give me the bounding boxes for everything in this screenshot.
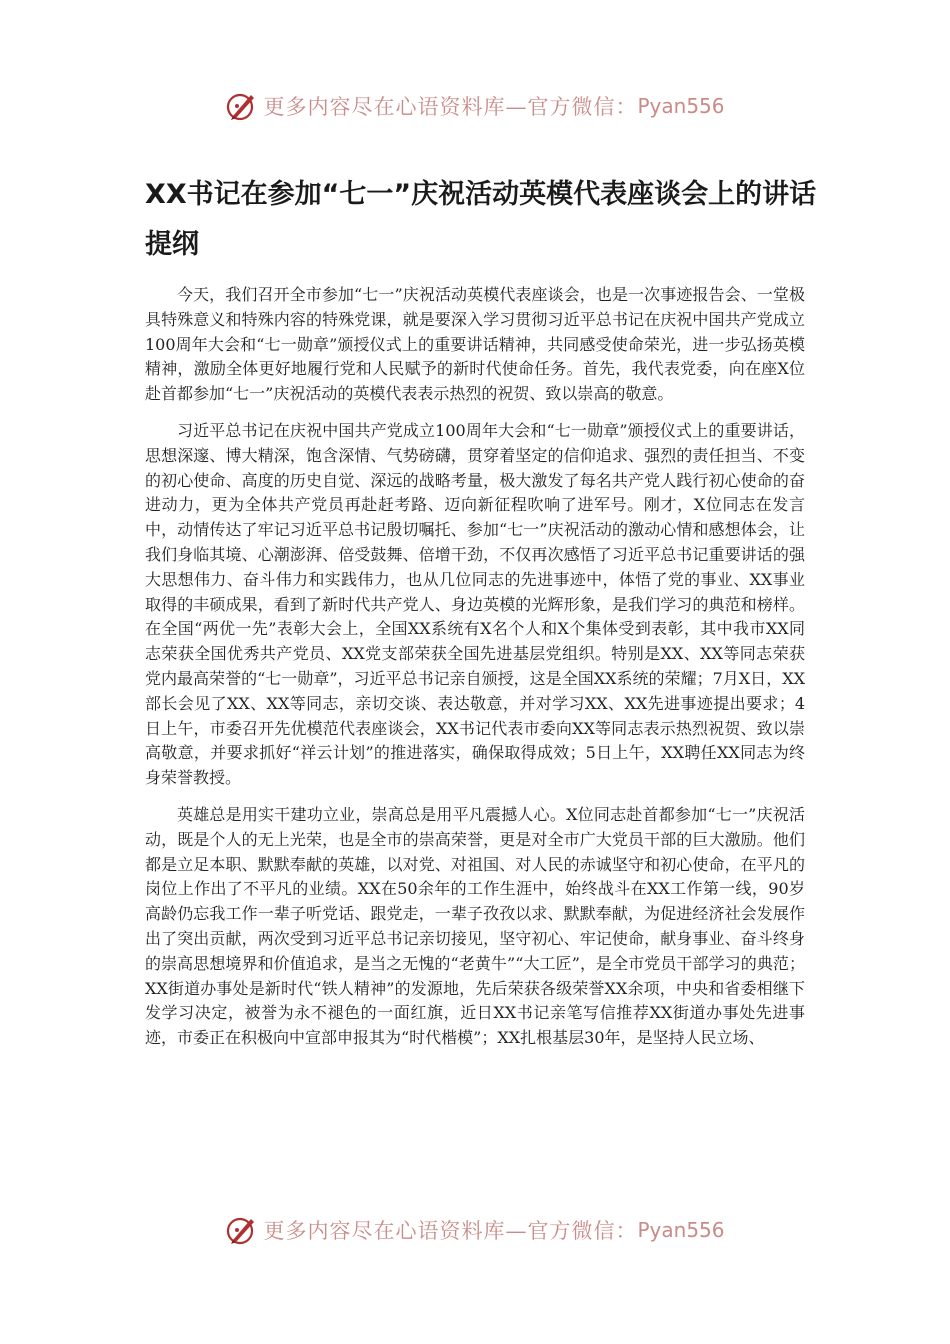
watermark-text: 更多内容尽在心语资料库—官方微信： <box>263 1219 638 1243</box>
watermark-text: 更多内容尽在心语资料库—官方微信： <box>263 95 638 119</box>
watermark-handle: Pyan556 <box>637 94 725 118</box>
pen-seal-logo-icon <box>225 89 259 123</box>
footer-watermark-banner <box>0 1210 950 1250</box>
header-watermark-banner <box>0 86 950 126</box>
body-paragraph: 今天，我们召开全市参加“七一”庆祝活动英模代表座谈会，也是一次事迹报告会、一堂极具特殊意义和特殊内容的特殊党课，就是要深入学习贯彻习近平总书记在庆祝中国共产党成立100周年大会和“七一勋章”颁授仪式上的重要讲话精神，共同感受使命荣光，进一步弘扬英模精神，激励全体更好地履行党和人民赋予的新时代使命任务。首先，我代表党委，向在座X位赴首都参加“七一”庆祝活动的英模代表表示热烈的祝贺、致以崇高的敬意。 <box>145 285 805 404</box>
pen-seal-logo-icon <box>225 1213 259 1247</box>
body-paragraph: 英雄总是用实干建功立业，崇高总是用平凡震撼人心。X位同志赴首都参加“七一”庆祝活动，既是个人的无上光荣，也是全市的崇高荣誉，更是对全市广大党员干部的巨大激励。他们都是立足本职、默默奉献的英雄，以对党、对祖国、对人民的赤诚坚守和初心使命，在平凡的岗位上作出了不平凡的业绩。XX在50余年的工作生涯中，始终战斗在XX工作第一线，90岁高龄仍忘我工作一辈子听党话、跟党走，一辈子孜孜以求、默默奉献，为促进经济社会发展作出了突出贡献，两次受到习近平总书记亲切接见，坚守初心、牢记使命，献身事业、奋斗终身的崇高思想境界和价值追求，是当之无愧的“老黄牛”“大工匠”，是全市党员干部学习的典范；XX街道办事处是新时代“铁人精神”的发源地，先后荣获各级荣誉XX余项，中央和省委相继下发学习决定，被誉为永不褪色的一面红旗，近日XX书记亲笔写信推荐XX街道办事处先进事迹，市委正在积极向中宣部申报其为“时代楷模”；XX扎根基层30年，是坚持人民立场、 <box>145 804 805 1048</box>
watermark-handle: Pyan556 <box>637 1218 725 1242</box>
body-paragraph: 习近平总书记在庆祝中国共产党成立100周年大会和“七一勋章”颁授仪式上的重要讲话，思想深邃、博大精深，饱含深情、气势磅礴，贯穿着坚定的信仰追求、强烈的责任担当、不变的初心使命、高度的历史自觉、深远的战略考量，极大激发了每名共产党人践行初心使命的奋进动力，更为全体共产党员再赴赶考路、迈向新征程吹响了进军号。刚才，X位同志在发言中，动情传达了牢记习近平总书记殷切嘱托、参加“七一”庆祝活动的激动心情和感想体会，让我们身临其境、心潮澎湃、倍受鼓舞、倍增干劲，不仅再次感悟了习近平总书记重要讲话的强大思想伟力、奋斗伟力和实践伟力，也从几位同志的先进事迹中，体悟了党的事业、XX事业取得的丰硕成果，看到了新时代共产党人、身边英模的光辉形象，是我们学习的典范和榜样。在全国“两优一先”表彰大会上，全国XX系统有X名个人和X个集体受到表彰，其中我市XX同志荣获全国优秀共产党员、XX党支部荣获全国先进基层党组织。特别是XX、XX等同志荣获党内最高荣誉的“七一勋章”，习近平总书记亲自颁授，这是全国XX系统的荣耀；7月X日，XX部长会见了XX、XX等同志，亲切交谈、表达敬意，并对学习XX、XX先进事迹提出要求；4日上午，市委召开先优模范代表座谈会，XX书记代表市委向XX等同志表示热烈祝贺、致以崇高敬意，并要求抓好“祥云计划”的推进落实，确保取得成效；5日上午，XX聘任XX同志为终身荣誉教授。 <box>145 420 805 788</box>
document-body <box>145 283 805 1063</box>
document-title: XX书记在参加“七一”庆祝活动英模代表座谈会上的讲话提纲 <box>145 179 817 260</box>
